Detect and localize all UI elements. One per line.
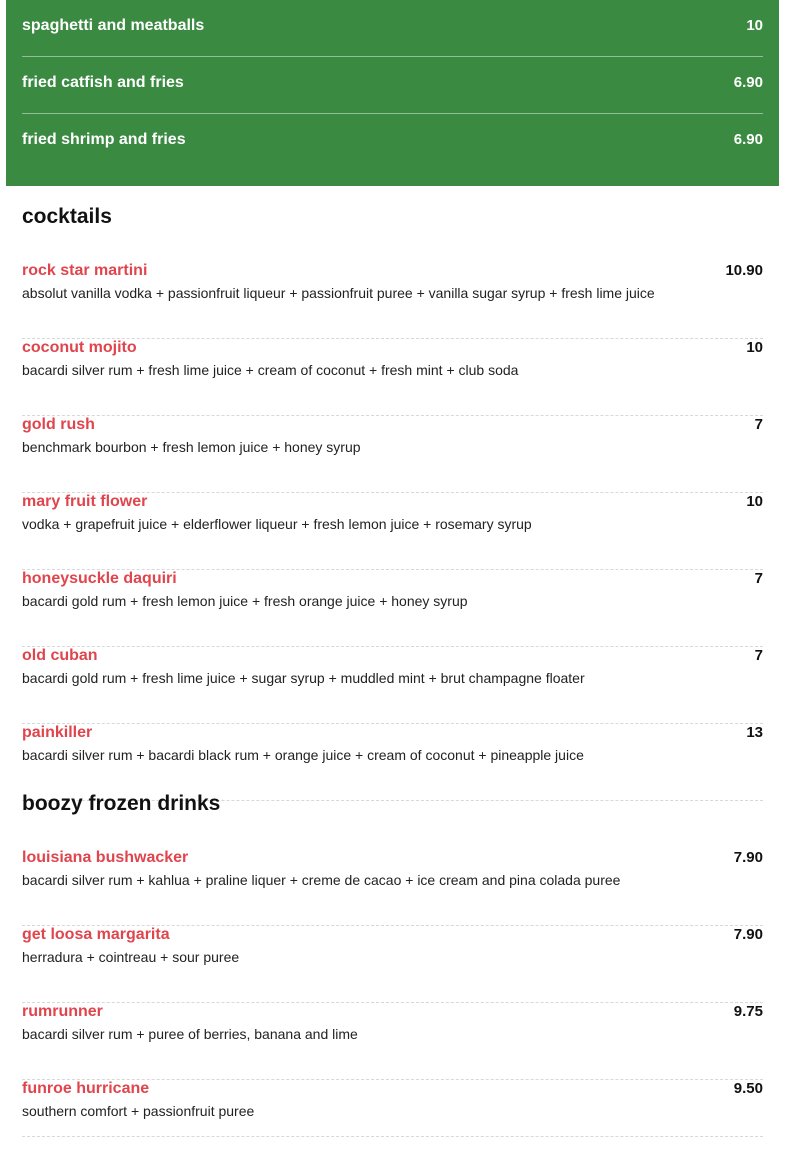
menu-item[interactable] xyxy=(22,57,763,114)
item-name: funroe hurricane xyxy=(22,1080,150,1097)
item-description: southern comfort + passionfruit puree xyxy=(22,1103,255,1119)
menu-item[interactable] xyxy=(22,0,763,57)
menu-item[interactable] xyxy=(22,339,763,416)
item-price: 9.50 xyxy=(733,1080,763,1097)
item-price: 10.90 xyxy=(725,262,763,279)
menu-item[interactable] xyxy=(22,1080,763,1137)
item-description: absolut vanilla vodka + passionfruit liqueur + passionfruit puree + vanilla sugar syrup + fresh lime juice xyxy=(22,285,655,301)
item-description: bacardi silver rum + puree of berries, banana and lime xyxy=(22,1026,358,1042)
item-name: rock star martini xyxy=(22,262,148,279)
menu-item[interactable] xyxy=(22,724,763,801)
menu-item[interactable] xyxy=(22,1003,763,1080)
item-name: mary fruit flower xyxy=(22,493,148,510)
item-name: louisiana bushwacker xyxy=(22,849,189,866)
item-name: gold rush xyxy=(22,416,95,433)
menu-item[interactable] xyxy=(22,647,763,724)
menu-item[interactable] xyxy=(22,262,763,339)
section-title-cocktails: cocktails xyxy=(22,205,112,228)
menu-item[interactable] xyxy=(22,416,763,493)
item-name: old cuban xyxy=(22,647,98,664)
item-price: 6.90 xyxy=(733,131,763,148)
item-price: 6.90 xyxy=(733,74,763,91)
item-name: fried shrimp and fries xyxy=(22,131,186,148)
item-description: bacardi gold rum + fresh lime juice + sugar syrup + muddled mint + brut champagne floater xyxy=(22,670,585,686)
item-name: spaghetti and meatballs xyxy=(22,17,205,34)
item-name: coconut mojito xyxy=(22,339,137,356)
item-price: 10 xyxy=(746,17,763,34)
item-description: vodka + grapefruit juice + elderflower liqueur + fresh lemon juice + rosemary syrup xyxy=(22,516,532,532)
item-name: fried catfish and fries xyxy=(22,74,184,91)
item-description: bacardi silver rum + kahlua + praline liquer + creme de cacao + ice cream and pina colada puree xyxy=(22,872,621,888)
item-price: 7.90 xyxy=(733,926,763,943)
item-description: herradura + cointreau + sour puree xyxy=(22,949,240,965)
item-name: get loosa margarita xyxy=(22,926,170,943)
section-title-frozen: boozy frozen drinks xyxy=(22,792,221,815)
item-price: 10 xyxy=(746,493,763,510)
item-name: honeysuckle daquiri xyxy=(22,570,177,587)
item-description: bacardi gold rum + fresh lemon juice + fresh orange juice + honey syrup xyxy=(22,593,468,609)
item-name: painkiller xyxy=(22,724,93,741)
item-description: bacardi silver rum + bacardi black rum + orange juice + cream of coconut + pineapple juice xyxy=(22,747,584,763)
item-price: 7.90 xyxy=(733,849,763,866)
item-description: benchmark bourbon + fresh lemon juice + honey syrup xyxy=(22,439,361,455)
item-price: 9.75 xyxy=(733,1003,763,1020)
item-name: rumrunner xyxy=(22,1003,103,1020)
item-price: 7 xyxy=(754,570,763,587)
item-description: bacardi silver rum + fresh lime juice + cream of coconut + fresh mint + club soda xyxy=(22,362,519,378)
item-price: 13 xyxy=(746,724,763,741)
menu-item[interactable] xyxy=(22,926,763,1003)
menu-item[interactable] xyxy=(22,114,763,171)
menu-item[interactable] xyxy=(22,849,763,926)
item-price: 7 xyxy=(754,416,763,433)
entrees-section xyxy=(6,0,779,186)
item-price: 7 xyxy=(754,647,763,664)
menu-item[interactable] xyxy=(22,570,763,647)
menu-item[interactable] xyxy=(22,493,763,570)
item-price: 10 xyxy=(746,339,763,356)
